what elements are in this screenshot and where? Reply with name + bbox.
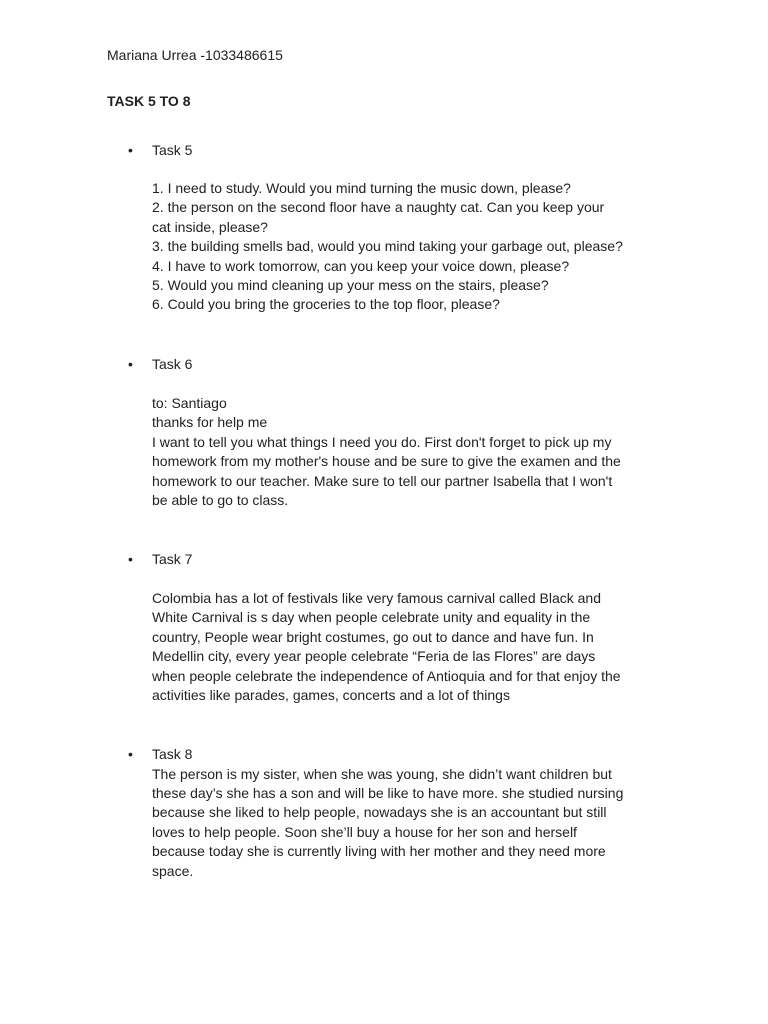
task-5-body	[152, 179, 662, 315]
task-7-body	[152, 589, 662, 705]
document-heading: TASK 5 TO 8	[107, 93, 191, 109]
task-8-body	[152, 765, 662, 881]
task-8-line: The person is my sister, when she was young, she didn’t want children but	[152, 765, 612, 782]
task-5-line: 4. I have to work tomorrow, can you keep your voice down, please?	[152, 257, 570, 274]
task-8-title: Task 8	[152, 746, 193, 762]
task-5-line: 1. I need to study. Would you mind turning the music down, please?	[152, 180, 571, 196]
task-6-line: I want to tell you what things I need you do. First don't forget to pick up my	[152, 433, 612, 450]
task-8-line: because today she is currently living with her mother and they need more	[152, 843, 606, 860]
task-8-line: these day’s she has a son and will be like to have more. she studied nursing	[152, 784, 624, 801]
task-5-title: Task 5	[152, 142, 193, 158]
task-8-line: loves to help people. Soon she’ll buy a house for her son and herself	[152, 823, 577, 840]
task-7-line: activities like parades, games, concerts and a lot of things	[152, 687, 510, 704]
task-6-line: homework to our teacher. Make sure to tell our partner Isabella that I won't	[152, 472, 613, 489]
task-5-line: 6. Could you bring the groceries to the top floor, please?	[152, 296, 500, 313]
task-5-line: 3. the building smells bad, would you mind taking your garbage out, please?	[152, 238, 623, 255]
task-7-title: Task 7	[152, 551, 193, 567]
task-5-line: cat inside, please?	[152, 218, 268, 235]
bullet-icon: •	[128, 746, 133, 762]
task-5-line: 5. Would you mind cleaning up your mess on the stairs, please?	[152, 277, 549, 294]
task-8-line: because she liked to help people, nowadays she is an accountant but still	[152, 804, 607, 821]
bullet-icon: •	[128, 142, 133, 158]
task-6-line: to: Santiago	[152, 395, 227, 411]
author-line: Mariana Urrea -1033486615	[107, 47, 283, 63]
bullet-icon: •	[128, 551, 133, 567]
task-7-line: country, People wear bright costumes, go out to dance and have fun. In	[152, 628, 594, 645]
task-8-line: space.	[152, 862, 194, 879]
task-7-line: when people celebrate the independence of Antioquia and for that enjoy the	[152, 667, 621, 684]
task-7-line: Colombia has a lot of festivals like very famous carnival called Black and	[152, 590, 601, 606]
task-7-line: Medellin city, every year people celebrate “Feria de las Flores” are days	[152, 648, 596, 665]
bullet-icon: •	[128, 356, 133, 372]
task-6-body	[152, 394, 662, 510]
task-6-line: homework from my mother's house and be sure to give the examen and the	[152, 453, 621, 470]
task-6-line: thanks for help me	[152, 414, 268, 431]
task-7-line: White Carnival is s day when people celebrate unity and equality in the	[152, 609, 591, 626]
task-5-line: 2. the person on the second floor have a naughty cat. Can you keep your	[152, 199, 605, 216]
task-6-title: Task 6	[152, 356, 193, 372]
task-6-line: be able to go to class.	[152, 492, 289, 509]
